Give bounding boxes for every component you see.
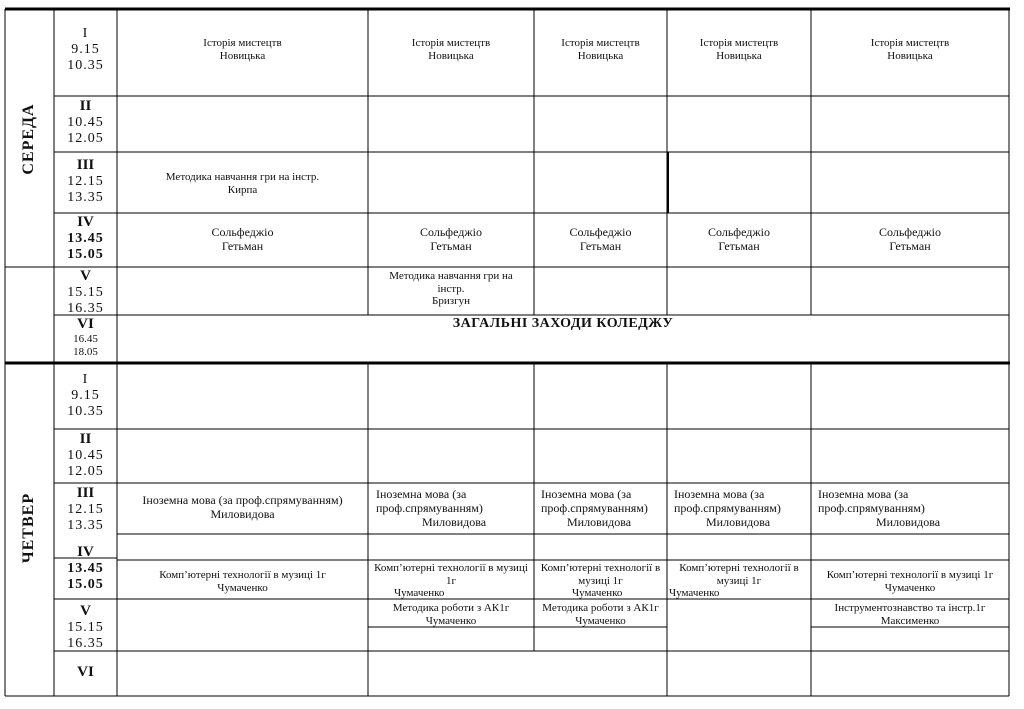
lesson-cell: Методика навчання гри на інстр. Кирпа — [165, 171, 320, 196]
lesson-cell: Сольфеджіо Гетьман — [879, 225, 941, 253]
lesson-cell: Методика навчання гри на інстр. Бризгун — [389, 270, 513, 308]
lesson-cell: Комп’ютерні технології в музиці 1г Чумаченко — [374, 562, 528, 600]
lesson-cell: Історія мистецтв Новицька — [411, 37, 491, 62]
lesson-cell: Сольфеджіо Гетьман — [211, 225, 274, 253]
lesson-cell: Іноземна мова (за проф.спрямуванням) Миловидова — [541, 487, 648, 529]
lesson-cell: Іноземна мова (за проф.спрямуванням) Миловидова — [674, 487, 781, 529]
lesson-cell: Методика роботи з АК1г Чумаченко — [392, 602, 510, 627]
period-label: I 9.15 10.35 — [67, 26, 104, 74]
period-label: IV 13.45 15.05 — [67, 544, 104, 593]
period-label: V 15.15 16.35 — [67, 603, 104, 652]
lesson-cell: Комп’ютерні технології в музиці 1г Чумаченко — [669, 562, 799, 600]
period-label: III 12.15 13.35 — [67, 157, 104, 206]
period-label: I 9.15 10.35 — [67, 372, 104, 420]
lesson-cell: Історія мистецтв Новицька — [870, 37, 950, 62]
lesson-cell: Іноземна мова (за проф.спрямуванням) Миловидова — [818, 487, 941, 529]
day-label-wednesday: СЕРЕДА — [20, 103, 37, 175]
period-label: II 10.45 12.05 — [67, 431, 104, 480]
lesson-cell: Іноземна мова (за проф.спрямуванням) Миловидова — [142, 493, 343, 521]
lesson-cell: Сольфеджіо Гетьман — [420, 225, 482, 253]
lesson-cell: Сольфеджіо Гетьман — [569, 225, 632, 253]
lesson-cell: Сольфеджіо Гетьман — [708, 225, 770, 253]
lesson-cell: Комп’ютерні технології в музиці 1г Чумаченко — [159, 569, 326, 594]
lesson-cell: Історія мистецтв Новицька — [561, 37, 640, 62]
period-label: V 15.15 16.35 — [67, 268, 104, 317]
lesson-cell: Комп’ютерні технології в музиці 1г Чумаченко — [826, 569, 994, 594]
period-label: III 12.15 13.35 — [67, 485, 104, 534]
period-label: VI — [77, 664, 94, 680]
lesson-cell: Комп’ютерні технології в музиці 1г Чумаченко — [540, 562, 661, 600]
general-events-banner: ЗАГАЛЬНІ ЗАХОДИ КОЛЕДЖУ — [452, 316, 674, 331]
period-label: IV 13.45 15.05 — [67, 214, 104, 263]
lesson-cell: Інструментознавство та інстр.1г Максименко — [834, 602, 986, 627]
lesson-cell: Методика роботи з АК1г Чумаченко — [542, 602, 659, 627]
lesson-cell: Іноземна мова (за проф.спрямуванням) Миловидова — [376, 487, 487, 529]
lesson-cell: Історія мистецтв Новицька — [699, 37, 779, 62]
day-label-thursday: ЧЕТВЕР — [20, 492, 37, 564]
lesson-cell: Історія мистецтв Новицька — [203, 37, 282, 62]
period-label: II 10.45 12.05 — [67, 98, 104, 147]
period-label: VI 16.45 18.05 — [73, 316, 98, 358]
